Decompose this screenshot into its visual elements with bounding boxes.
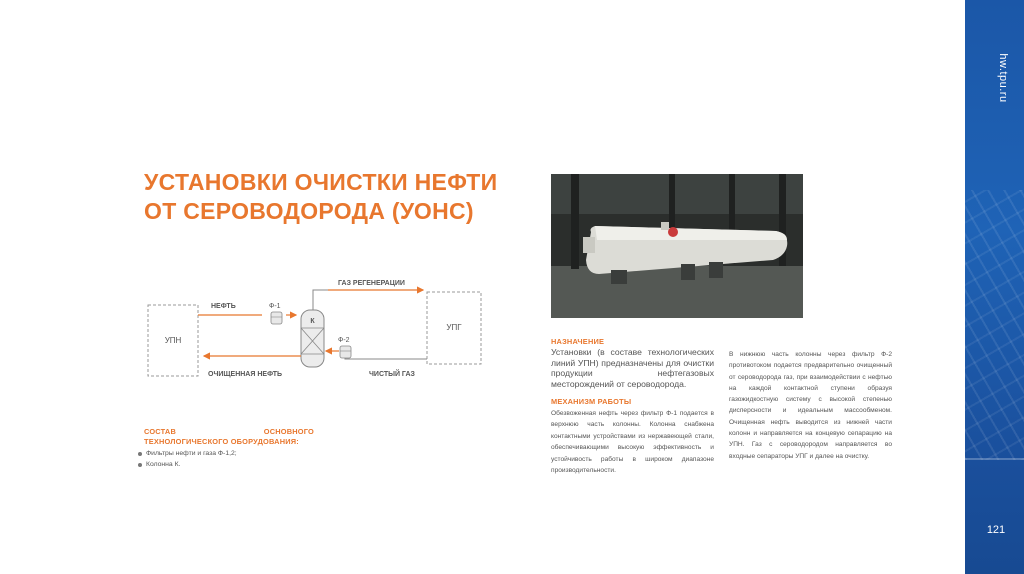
column-label: К [310, 318, 315, 325]
equipment-item: Фильтры нефти и газа Ф-1,2; [137, 448, 237, 459]
title-line-1: УСТАНОВКИ ОЧИСТКИ НЕФТИ [144, 169, 498, 195]
page-number: 121 [986, 524, 1006, 536]
upn-label: УПН [164, 336, 182, 345]
regen-gas-line [313, 290, 328, 310]
filter-2 [340, 346, 351, 358]
equipment-item: Колонна К. [137, 459, 237, 470]
upg-label: УПГ [446, 323, 462, 332]
side-panel [965, 0, 1024, 574]
site-label: hw.tpu.ru [997, 53, 1009, 103]
side-panel-divider [965, 458, 1024, 460]
column-photo [551, 174, 803, 318]
purpose-heading: НАЗНАЧЕНИЕ [551, 337, 605, 346]
clean-gas-label: ЧИСТЫЙ ГАЗ [369, 371, 415, 378]
equipment-list [137, 448, 237, 470]
regen-gas-label: ГАЗ РЕГЕНЕРАЦИИ [338, 280, 405, 287]
process-flow-diagram [138, 272, 490, 384]
side-panel-pattern [965, 190, 1024, 460]
cleaned-oil-label: ОЧИЩЕННАЯ НЕФТЬ [208, 371, 283, 378]
filter-2-label: Ф-2 [338, 337, 350, 344]
page-title [144, 168, 504, 226]
right-column-text: В нижнюю часть колонны через фильтр Ф-2 противотоком подается предварительно очищенный от сероводорода газ, при взаимодействии с нефтью на каждой контактной ступени образуя газожидкостную систему с высокой степенью дисперсности и идеальным массообменом. Очищенная нефть выводится из нижней части колонн и направляется на концевую сепарацию на УПН. Газ с сероводородом направляется во входные сепараторы УПГ и далее на очистку. [729, 351, 892, 460]
filter-1 [271, 312, 282, 324]
mechanism-text: Обезвоженная нефть через фильтр Ф-1 подается в верхнюю часть колонны. Колонна снабжена контактными устройствами из нержавеющей стали, обеспечивающими высокую эффективность и устойчивость работы в широком диапазоне производительности. [551, 410, 714, 475]
equipment-heading: СОСТАВ ОСНОВНОГО ТЕХНОЛОГИЧЕСКОГО ОБОРУДОВАНИЯ: [144, 427, 314, 446]
mechanism-heading: МЕХАНИЗМ РАБОТЫ [551, 397, 632, 406]
title-line-2: ОТ СЕРОВОДОРОДА (УОНС) [144, 198, 474, 224]
filter-1-label: Ф-1 [269, 303, 281, 310]
purpose-text: Установки (в составе технологических линий УПН) предназначены для очистки продукции нефтегазовых месторождений от сероводорода. [551, 347, 714, 389]
oil-label: НЕФТЬ [211, 303, 236, 310]
